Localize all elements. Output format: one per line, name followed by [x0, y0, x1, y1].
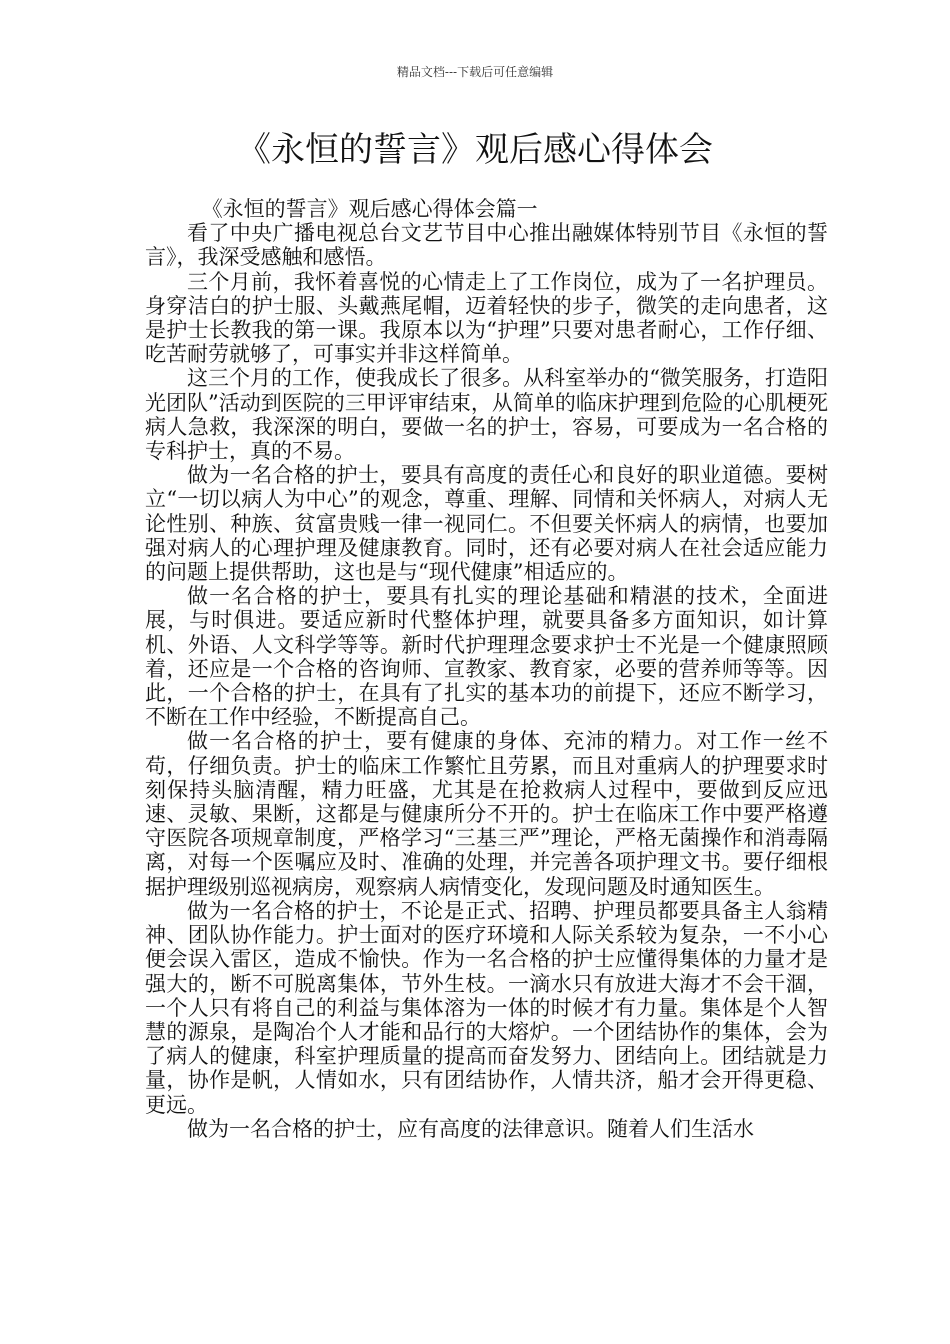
paragraph: 做为一名合格的护士，不论是正式、招聘、护理员都要具备主人翁精神、团队协作能力。护士面对的医疗环境和人际关系较为复杂，一不小心便会误入雷区，造成不愉快。作为一名合格的护士应懂得集体的力量才是强大的，断不可脱离集体，节外生枝。一滴水只有放进大海才不会干涸，一个人只有将自己的利益与集体溶为一体的时候才有力量。集体是个人智慧的源泉，是陶冶个人才能和品行的大熔炉。一个团结协作的集体，会为了病人的健康，科室护理质量的提高而奋发努力、团结向上。团结就是力量，协作是帆，人情如水，只有团结协作，人情共济，船才会开得更稳、更远。 — [145, 898, 828, 1117]
paragraph: 做一名合格的护士，要有健康的身体、充沛的精力。对工作一丝不苟，仔细负责。护士的临床工作繁忙且劳累，而且对重病人的护理要求时刻保持头脑清醒，精力旺盛，尤其是在抢救病人过程中，要做到反应迅速、灵敏、果断，这都是与健康所分不开的。护士在临床工作中要严格遵守医院各项规章制度，严格学习“三基三严”理论，严格无菌操作和消毒隔离，对每一个医嘱应及时、准确的处理，并完善各项护理文书。要仔细根据护理级别巡视病房，观察病人病情变化，发现问题及时通知医生。 — [145, 729, 828, 899]
page-title: 《永恒的誓言》观后感心得体会 — [237, 130, 713, 170]
section-heading: 《永恒的誓言》观后感心得体会篇一 — [201, 197, 538, 221]
paragraph: 做一名合格的护士，要具有扎实的理论基础和精湛的技术，全面进展，与时俱进。要适应新时代整体护理，就要具备多方面知识，如计算机、外语、人文科学等等。新时代护理理念要求护士不光是一个健康照顾着，还应是一个合格的咨询师、宣教家、教育家，必要的营养师等等。因此，一个合格的护士，在具有了扎实的基本功的前提下，还应不断学习，不断在工作中经验，不断提高自己。 — [145, 584, 828, 730]
paragraph: 三个月前，我怀着喜悦的心情走上了工作岗位，成为了一名护理员。身穿洁白的护士服、头戴燕尾帽，迈着轻快的步子，微笑的走向患者，这是护士长教我的第一课。我原本以为“护理”只要对患者耐心，工作仔细、吃苦耐劳就够了，可事实并非这样简单。 — [145, 269, 828, 367]
paragraph: 这三个月的工作，使我成长了很多。从科室举办的“微笑服务，打造阳光团队”活动到医院的三甲评审结束，从简单的临床护理到危险的心肌梗死病人急救，我深深的明白，要做一名的护士，容易，可要成为一名合格的专科护士，真的不易。 — [145, 366, 828, 464]
paragraph: 做为一名合格的护士，要具有高度的责任心和良好的职业道德。要树立“一切以病人为中心”的观念，尊重、理解、同情和关怀病人，对病人无论性别、种族、贫富贵贱一律一视同仁。不但要关怀病人的病情，也要加强对病人的心理护理及健康教育。同时，还有必要对病人在社会适应能力的问题上提供帮助，这也是与“现代健康”相适应的。 — [145, 463, 828, 585]
header-note: 精品文档---下载后可任意编辑 — [396, 65, 554, 79]
document-body — [145, 197, 828, 1141]
paragraph: 做为一名合格的护士，应有高度的法律意识。随着人们生活水 — [187, 1116, 754, 1141]
paragraph: 看了中央广播电视总台文艺节目中心推出融媒体特别节目《永恒的誓言》，我深受感触和感悟。 — [145, 221, 828, 270]
